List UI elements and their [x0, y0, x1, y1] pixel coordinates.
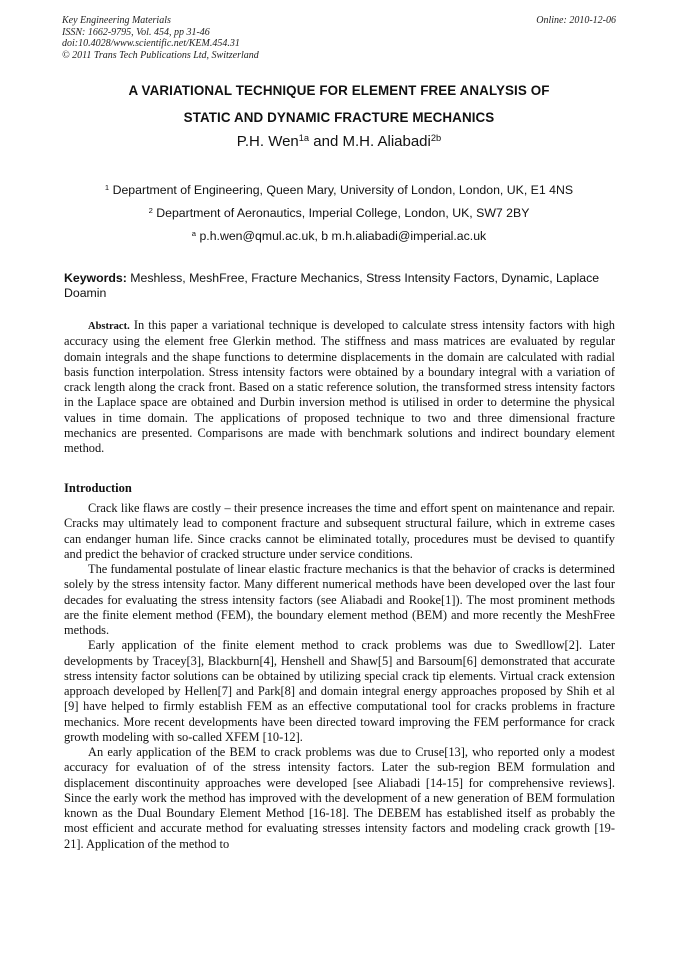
- email-text: p.h.wen@qmul.ac.uk, b m.h.aliabadi@imperial.ac.uk: [199, 229, 487, 243]
- paragraph: An early application of the BEM to crack problems was due to Cruse[13], who reported only a modest accuracy for evaluation of of the stress intensity factors. Later the sub-region BEM formulation and displacement discontinuity approaches were developed [see Aliabadi [14-15] for comprehensive reviews]. Since the early work the method has improved with the development of a new generation of BEM formulation known as the Dual Boundary Element Method [16-18]. The DEBEM has established itself as probably the most efficient and accurate method for evaluating stresses intensity factors and modeling crack growth [19-21]. Application of the method to: [64, 745, 615, 851]
- keywords: [64, 271, 616, 301]
- paragraph: Crack like flaws are costly – their presence increases the time and effort spent on maintenance and repair. Cracks may ultimately lead to component fracture and subsequent structural failure, which in extreme cases can endanger human life. Since cracks cannot be eliminated totally, procedures must be devised to quantify and predict the behavior of cracked structure under service conditions.: [64, 501, 615, 561]
- introduction-body: [64, 501, 615, 852]
- author-2-affiliation-mark: 2b: [430, 132, 442, 143]
- section-heading-introduction: Introduction: [64, 481, 132, 495]
- journal-header: [62, 15, 259, 61]
- affiliation-1: [40, 183, 638, 197]
- journal-doi: doi:10.4028/www.scientific.net/KEM.454.31: [62, 38, 240, 49]
- paragraph: Early application of the finite element method to crack problems was due to Swedllow[2]. Later developments by Tracey[3], Blackburn[4], Henshell and Shaw[5] and Barsoum[6] demonstrated that accurate stress intensity factor solutions can be obtained by utilizing special crack tip elements. Virtual crack extension approach developed by Hellen[7] and Park[8] and domain integral energy approaches proposed by Shih et al [9] have helped to firmly establish FEM as an effective computational tool for cracks problems in fracture mechanics. More recent developments have been directed toward improving the FEM performance for crack growth modeling with so-called XFEM [10-12].: [64, 638, 615, 744]
- paper-title-line-2: STATIC AND DYNAMIC FRACTURE MECHANICS: [183, 110, 495, 125]
- abstract-text: In this paper a variational technique is developed to calculate stress intensity factors with high accuracy using the element free Glerkin method. The stiffness and mass matrices are evaluated by regular domain integrals and the shape functions to determine displacements in the domain are calculated with radial basis function interpolation. Stress intensity factors were obtained by a boundary integral with a variation of crack length along the crack front. Based on a static reference solution, the transformed stress intensity factors in the Laplace space are obtained and Durbin inversion method is utilised in order to determine the physical values in time domain. The applications of proposed technique to two and three dimensional fracture mechanics are presented. Comparisons are made with benchmark solutions and indirect boundary element method.: [64, 318, 615, 456]
- author-2: M.H. Aliabadi: [342, 133, 431, 150]
- author-emails: [40, 229, 638, 243]
- paragraph: The fundamental postulate of linear elastic fracture mechanics is that the behavior of cracks is determined solely by the stress intensity factor. Many different numerical methods have been developed over the last four decades for evaluating the stress intensity factors (see Aliabadi and Rooke[1]). The most prominent methods are the finite element method (FEM), the boundary element method (BEM) and more recently the MeshFree methods.: [64, 562, 615, 637]
- affiliation-1-text: Department of Engineering, Queen Mary, University of London, London, UK, E1 4NS: [112, 183, 574, 197]
- abstract: [64, 318, 615, 457]
- paper-title-line-1: A VARIATIONAL TECHNIQUE FOR ELEMENT FREE ANALYSIS OF: [128, 83, 550, 98]
- author-conjunction: and: [309, 133, 343, 150]
- author-list: [40, 133, 638, 150]
- journal-issn: ISSN: 1662-9795, Vol. 454, pp 31-46: [62, 26, 210, 38]
- online-date: Online: 2010-12-06: [536, 15, 616, 26]
- keywords-label: Keywords:: [64, 271, 127, 285]
- keywords-text: Meshless, MeshFree, Fracture Mechanics, Stress Intensity Factors, Dynamic, Laplace Doamin: [64, 271, 600, 300]
- abstract-label: Abstract.: [88, 321, 130, 332]
- affiliation-2-mark: 2: [148, 205, 153, 215]
- author-1: P.H. Wen: [236, 133, 299, 150]
- affiliation-2-text: Department of Aeronautics, Imperial College, London, UK, SW7 2BY: [156, 206, 530, 220]
- affiliation-1-mark: 1: [104, 182, 110, 192]
- affiliation-2: [40, 206, 638, 220]
- journal-copyright: © 2011 Trans Tech Publications Ltd, Switzerland: [62, 49, 259, 61]
- journal-name: Key Engineering Materials: [62, 15, 171, 26]
- email-mark: a: [191, 228, 197, 238]
- author-1-affiliation-mark: 1a: [298, 132, 310, 143]
